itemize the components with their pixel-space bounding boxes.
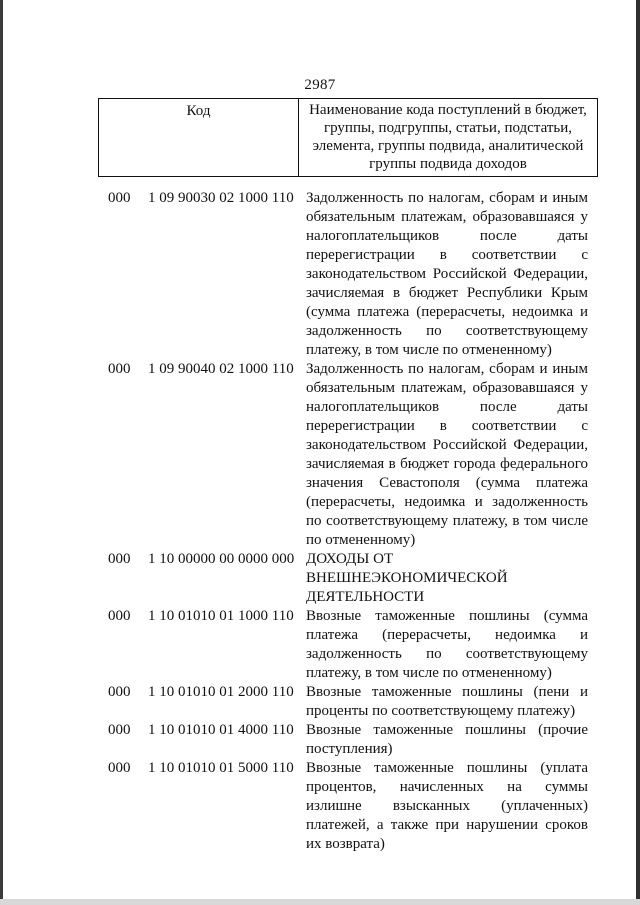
admin-code: 000 [108,760,131,776]
revenue-code: 1 10 01010 01 4000 110 [148,722,294,738]
admin-code: 000 [108,608,131,624]
revenue-name: Задолженность по налогам, сборам и иным обязательным платежам, образовавшаяся у налогоплательщиков после даты перерегистрации в соответствии с законодательством Российской Федерации, зачисляемая в бюджет Республики Крым (сумма платежа (перерасчеты, недоимка и задолженность по соответствующему платежу, в том числе по отмененному) [306,190,588,358]
table-row [98,189,598,360]
table-body [98,189,598,854]
admin-code: 000 [108,684,131,700]
admin-code: 000 [108,722,131,738]
scan-edge-left [0,0,3,905]
revenue-name: Ввозные таможенные пошлины (уплата процентов, начисленных на суммы излишне взысканных (уплаченных) платежей, а также при нарушении сроков их возврата) [306,760,588,852]
header-code-label: Код [99,99,299,176]
revenue-section-heading: ДОХОДЫ ОТ ВНЕШНЕЭКОНОМИЧЕСКОЙ ДЕЯТЕЛЬНОСТИ [306,551,508,605]
admin-code: 000 [108,361,131,377]
revenue-code: 1 10 01010 01 1000 110 [148,608,294,624]
table-row [98,550,598,607]
table-row [98,721,598,759]
table-row [98,683,598,721]
revenue-code: 1 10 01010 01 5000 110 [148,760,294,776]
revenue-name: Ввозные таможенные пошлины (пени и проценты по соответствующему платежу) [306,684,588,719]
scan-edge-right [636,0,640,905]
revenue-code: 1 09 90040 02 1000 110 [148,361,294,377]
revenue-name: Задолженность по налогам, сборам и иным обязательным платежам, образовавшаяся у налогоплательщиков после даты перерегистрации в соответствии с законодательством Российской Федерации, зачисляемая в бюджет города федерального значения Севастополя (сумма платежа (перерасчеты, недоимка и задолженность по соответствующему платежу, в том числе по отмененному) [306,361,588,548]
table-header [98,98,598,177]
revenue-name: Ввозные таможенные пошлины (прочие поступления) [306,722,588,757]
header-name-label: Наименование кода поступлений в бюджет, группы, подгруппы, статьи, подстатьи, элемента, группы подвида, аналитической группы подвида доходов [309,102,587,172]
table-row [98,360,598,550]
revenue-name: Ввозные таможенные пошлины (сумма платежа (перерасчеты, недоимка и задолженность по соответствующему платежу, в том числе по отмененному) [306,608,588,681]
page-number: 2987 [304,77,336,93]
revenue-code: 1 10 00000 00 0000 000 [148,551,295,567]
scan-edge-bottom [0,899,640,905]
admin-code: 000 [108,551,131,567]
admin-code: 000 [108,190,131,206]
revenue-code: 1 09 90030 02 1000 110 [148,190,294,206]
table-row [98,759,598,854]
revenue-code: 1 10 01010 01 2000 110 [148,684,294,700]
table-row [98,607,598,683]
